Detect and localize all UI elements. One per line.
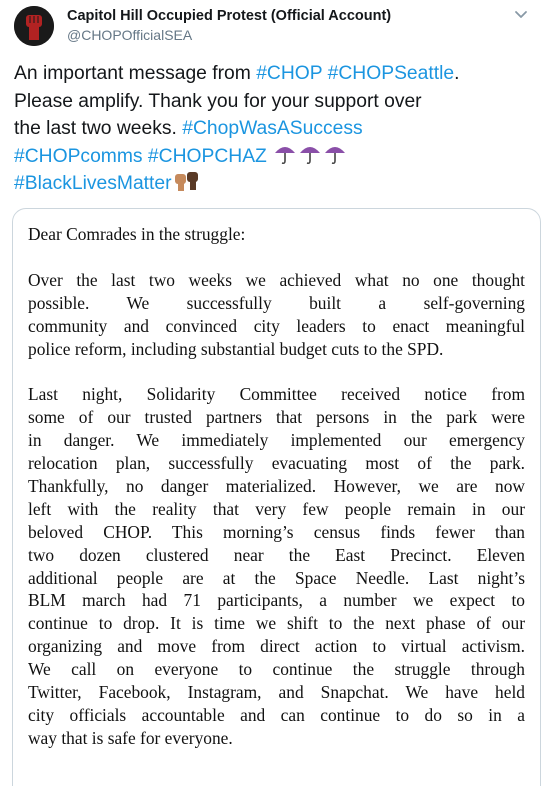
letter-line: in danger. We immediately implemented our emergency — [28, 430, 525, 451]
letter-image[interactable] — [12, 208, 541, 786]
letter-line: left with the reality that very few people remain in our — [28, 498, 525, 519]
tweet-text-segment: . — [454, 63, 460, 84]
tweet-text — [14, 60, 534, 198]
letter-line: Last night, Solidarity Committee received notice from — [28, 384, 525, 405]
tweet-text-segment: An important message from — [14, 63, 257, 84]
tweet-text-segment: the last two weeks. — [14, 118, 183, 139]
letter-line: Over the last two weeks we achieved what no one thought — [28, 269, 525, 290]
tweet-line: Please amplify. Thank you for your support over — [14, 90, 422, 112]
avatar[interactable] — [14, 6, 54, 46]
letter-line: some of our trusted partners that persons in the park were — [28, 407, 525, 428]
letter-line: two dozen clustered near the East Precinct. Eleven — [28, 544, 525, 565]
tweet-line — [14, 60, 534, 88]
tweet-header — [14, 6, 529, 46]
hashtag-chopcomms[interactable]: #CHOPcomms — [14, 145, 143, 167]
letter-line: additional people are at the Space Needle. Last night’s — [28, 567, 525, 588]
umbrella-emoji-icon — [298, 143, 322, 165]
hashtag-blacklivesmatter[interactable]: #BlackLivesMatter — [14, 173, 172, 194]
letter-line: beloved CHOP. This morning’s census finds fewer than — [28, 521, 525, 542]
account-name[interactable]: Capitol Hill Occupied Protest (Official Account) — [67, 8, 392, 24]
letter-line: way that is safe for everyone. — [28, 727, 233, 748]
letter-line: police reform, including substantial budget cuts to the SPD. — [28, 338, 444, 359]
letter-line: BLM march had 71 participants, a number we expect to — [28, 590, 525, 611]
hashtag-chopseattle[interactable]: #CHOPSeattle — [327, 63, 455, 84]
chevron-down-icon[interactable] — [513, 6, 529, 22]
tweet-line — [14, 115, 534, 143]
letter-line: relocation plan, successfully evacuating most of the park. — [28, 453, 525, 474]
hashtag-chopchaz[interactable]: #CHOPCHAZ — [147, 145, 267, 167]
umbrella-emoji-icon — [323, 143, 347, 165]
umbrella-emoji-icon — [273, 143, 297, 165]
letter-text — [28, 223, 525, 750]
letter-line: continue to drop. It is time we shift to the next phase of our — [28, 613, 525, 634]
letter-line: community and convinced city leaders to enact meaningful — [28, 315, 525, 336]
letter-line: Thankfully, no danger materialized. However, we are now — [28, 476, 525, 497]
letter-line: We call on everyone to continue the struggle through — [28, 659, 525, 680]
raised-fist-icon — [14, 6, 54, 46]
letter-line: organizing and move from direct action to virtual activism. — [28, 636, 525, 657]
account-handle[interactable]: @CHOPOfficialSEA — [67, 27, 193, 43]
letter-line: possible. We successfully built a self-governing — [28, 292, 525, 313]
tweet-line — [14, 170, 534, 198]
letter-greeting: Dear Comrades in the struggle: — [28, 224, 246, 244]
tweet-line — [14, 143, 534, 171]
letter-line: city officials accountable and can continue to do so in a — [28, 704, 525, 725]
raised-fists-emoji-icon — [173, 170, 201, 192]
hashtag-chopwasasuccess[interactable]: #ChopWasASuccess — [182, 118, 363, 139]
letter-line: Twitter, Facebook, Instagram, and Snapchat. We have held — [28, 682, 525, 703]
hashtag-chop[interactable]: #CHOP — [256, 63, 323, 84]
